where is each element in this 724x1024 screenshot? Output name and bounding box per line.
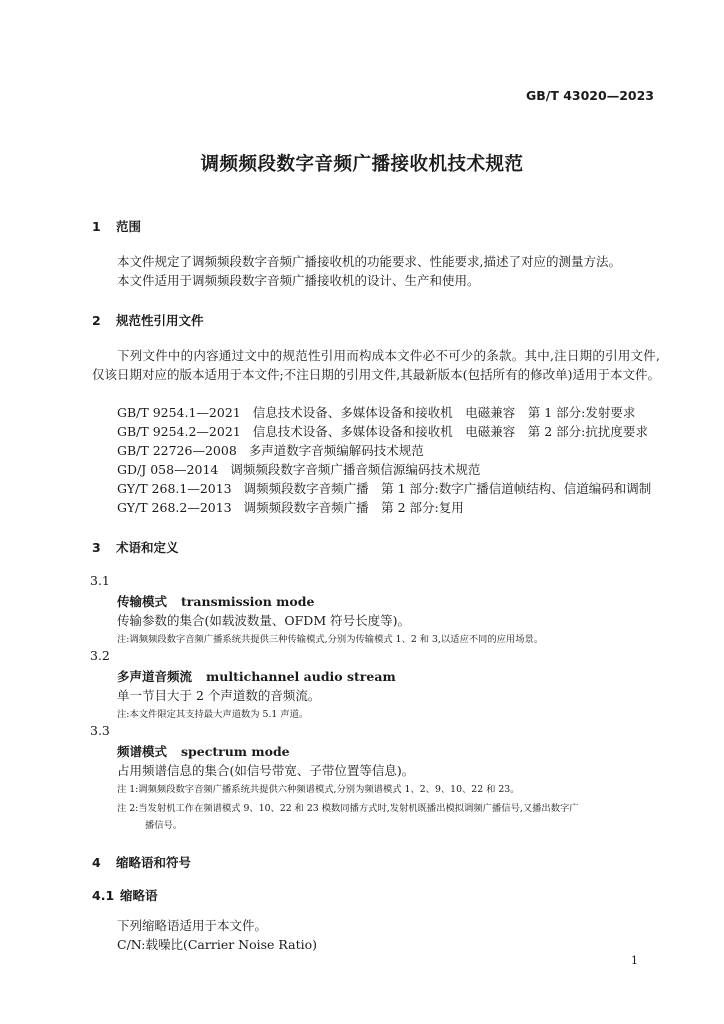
term-definition: 传输参数的集合(如载波数量、OFDM 符号长度等)。: [117, 613, 410, 628]
term-en: multichannel audio stream: [206, 669, 396, 684]
clause-number: 3.3: [90, 723, 110, 738]
clause-number: 3.2: [90, 648, 110, 663]
abbreviation-entry: C/N:载噪比(Carrier Noise Ratio): [117, 937, 317, 952]
reference-title: 调频频段数字音频广播音频信源编码技术规范: [230, 462, 481, 477]
reference-code: GY/T 268.2—2013: [117, 500, 232, 515]
reference-title: 多声道数字音频编解码技术规范: [248, 443, 424, 458]
reference-item: [117, 460, 480, 478]
standard-code: GB/T 43020—2023: [525, 88, 654, 103]
reference-title: 信息技术设备、多媒体设备和接收机 电磁兼容 第 2 部分:抗扰度要求: [252, 424, 648, 439]
note: 注:调频频段数字音频广播系统共提供三种传输模式,分别为传输模式 1、2 和 3,以适应不同的应用场景。: [117, 634, 544, 645]
intro-paragraph: 下列文件中的内容通过文中的规范性引用而构成本文件必不可少的条款。其中,注日期的引用文件,仅该日期对应的版本适用于本文件;不注日期的引用文件,其最新版本(包括所有的修改单)适用于本文件。: [92, 348, 660, 382]
reference-item: [117, 498, 464, 516]
term-zh: 频谱模式: [117, 744, 168, 759]
section-title: 缩略语和符号: [116, 855, 192, 870]
term-definition: 占用频谱信息的集合(如信号带宽、子带位置等信息)。: [117, 763, 415, 778]
subsection-number: 4.1: [92, 888, 115, 903]
reference-code: GB/T 9254.1—2021: [117, 405, 241, 420]
section-title: 规范性引用文件: [116, 313, 204, 328]
section-number: 2: [92, 313, 101, 328]
section-title: 范围: [116, 219, 142, 234]
note: 注 2:当发射机工作在频谱模式 9、10、22 和 23 模数同播方式时,发射机既播出模拟调频广播信号,又播出数字广: [117, 803, 579, 814]
term-heading: [117, 667, 396, 685]
subsection-4-1-heading: [92, 886, 158, 904]
reference-code: GY/T 268.1—2013: [117, 481, 232, 496]
section-number: 4: [92, 855, 101, 870]
term-zh: 传输模式: [117, 594, 168, 609]
reference-title: 信息技术设备、多媒体设备和接收机 电磁兼容 第 1 部分:发射要求: [252, 405, 636, 420]
paragraph: 下列缩略语适用于本文件。: [117, 918, 268, 933]
section-4-heading: [92, 853, 191, 871]
reference-item: [117, 422, 648, 440]
subsection-title: 缩略语: [120, 888, 158, 903]
term-en: transmission mode: [181, 594, 315, 609]
reference-item: [117, 479, 651, 497]
term-en: spectrum mode: [181, 744, 290, 759]
section-number: 1: [92, 219, 101, 234]
reference-item: [117, 441, 424, 459]
reference-code: GB/T 22726—2008: [117, 443, 237, 458]
section-number: 3: [92, 540, 101, 555]
paragraph: 本文件规定了调频频段数字音频广播接收机的功能要求、性能要求,描述了对应的测量方法。: [117, 254, 621, 269]
term-definition: 单一节目大于 2 个声道数的音频流。: [117, 688, 321, 703]
clause-number: 3.1: [90, 573, 110, 588]
section-2-heading: [92, 311, 204, 329]
paragraph: 本文件适用于调频频段数字音频广播接收机的设计、生产和使用。: [117, 273, 480, 288]
note-continuation: 播信号。: [145, 820, 183, 831]
note: 注:本文件限定其支持最大声道数为 5.1 声道。: [117, 709, 309, 720]
reference-title: 调频频段数字音频广播 第 1 部分:数字广播信道帧结构、信道编码和调制: [243, 481, 652, 496]
note: 注 1:调频频段数字音频广播系统共提供六种频谱模式,分别为频谱模式 1、2、9、10、22 和 23。: [117, 784, 520, 795]
document-title: 调频频段数字音频广播接收机技术规范: [200, 154, 524, 175]
term-zh: 多声道音频流: [117, 669, 193, 684]
section-3-heading: [92, 538, 179, 556]
term-heading: [117, 742, 290, 760]
reference-code: GD/J 058—2014: [117, 462, 219, 477]
section-title: 术语和定义: [116, 540, 179, 555]
reference-code: GB/T 9254.2—2021: [117, 424, 241, 439]
reference-item: [117, 403, 635, 421]
page-number: 1: [631, 954, 638, 967]
reference-title: 调频频段数字音频广播 第 2 部分:复用: [243, 500, 464, 515]
term-heading: [117, 592, 314, 610]
section-1-heading: [92, 217, 141, 235]
